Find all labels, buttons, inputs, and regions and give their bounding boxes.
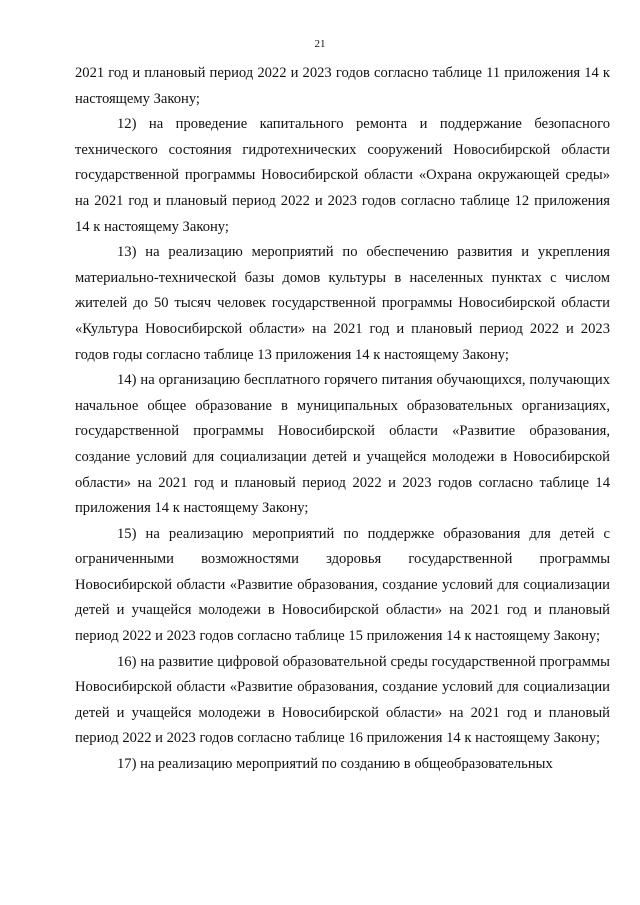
paragraph-item-12: 12) на проведение капитального ремонта и поддержание безопасного технического состояния гидротехнических сооружений Новосибирской области государственной программы Новосибирской области «Охрана окружающей среды» на 2021 год и плановый период 2022 и 2023 годов согласно таблице 12 приложения 14 к настоящему Закону;	[75, 116, 610, 235]
page-number: 21	[314, 38, 326, 50]
paragraph-continuation: 2021 год и плановый период 2022 и 2023 годов согласно таблице 11 приложения 14 к настоящему Закону;	[75, 65, 610, 107]
paragraph-item-17: 17) на реализацию мероприятий по созданию в общеобразовательных	[117, 756, 553, 773]
paragraph-item-14: 14) на организацию бесплатного горячего питания обучающихся, получающих начальное общее образование в муниципальных образовательных организациях, государственной программы Новосибирской области «Развитие образования, создание условий для социализации детей и учащейся молодежи в Новосибирской области» на 2021 год и плановый период 2022 и 2023 годов согласно таблице 14 приложения 14 к настоящему Закону;	[75, 372, 610, 517]
paragraph-item-16: 16) на развитие цифровой образовательной среды государственной программы Новосибирской области «Развитие образования, создание условий для социализации детей и учащейся молодежи в Новосибирской области» на 2021 год и плановый период 2022 и 2023 годов согласно таблице 16 приложения 14 к настоящему Закону;	[75, 653, 610, 747]
paragraph-item-13: 13) на реализацию мероприятий по обеспечению развития и укрепления материально-технической базы домов культуры в населенных пунктах с числом жителей до 50 тысяч человек государственной программы Новосибирской области «Культура Новосибирской области» на 2021 год и плановый период 2022 и 2023 годов годы согласно таблице 13 приложения 14 к настоящему Закону;	[75, 244, 610, 363]
paragraph-item-15: 15) на реализацию мероприятий по поддержке образования для детей с ограниченными возможностями здоровья государственной программы Новосибирской области «Развитие образования, создание условий для социализации детей и учащейся молодежи в Новосибирской области» на 2021 год и плановый период 2022 и 2023 годов согласно таблице 15 приложения 14 к настоящему Закону;	[75, 525, 610, 645]
document-body	[75, 61, 610, 778]
